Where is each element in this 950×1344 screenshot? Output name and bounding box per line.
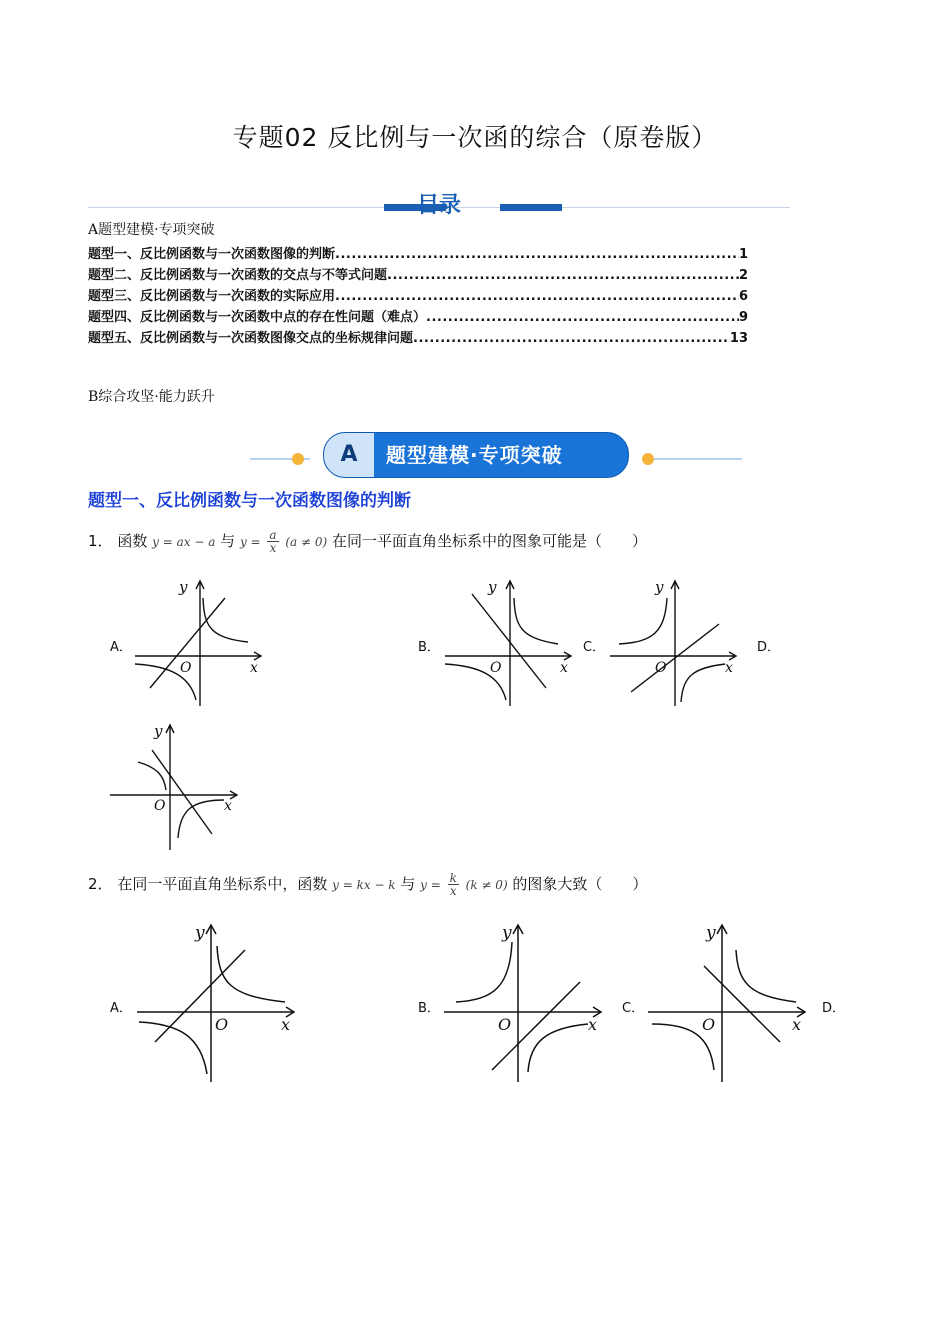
- linear-expression: y = ax − a: [152, 535, 216, 549]
- svg-text:O: O: [655, 660, 667, 676]
- svg-text:y: y: [655, 578, 664, 596]
- svg-text:x: x: [281, 1015, 291, 1034]
- toc-heading: 目录: [416, 193, 461, 218]
- q2-graph-a: [135, 920, 300, 1085]
- svg-text:O: O: [498, 1015, 512, 1034]
- svg-text:O: O: [215, 1015, 229, 1034]
- svg-text:y: y: [488, 578, 497, 596]
- toc-item-label: 题型四、反比例函数与一次函数中点的存在性问题（难点）: [88, 310, 427, 325]
- toc-item-5[interactable]: [88, 327, 748, 346]
- question-number: 1．: [88, 532, 113, 550]
- toc-item-label: 题型二、反比例函数与一次函数的交点与不等式问题: [88, 268, 388, 283]
- q1-graph-c: [605, 576, 745, 708]
- q1-graph-a: [130, 576, 270, 708]
- section-banner: [290, 432, 660, 478]
- q2-option-a-label[interactable]: A．: [110, 1001, 132, 1016]
- svg-text:x: x: [224, 798, 232, 814]
- toc-item-1[interactable]: [88, 243, 748, 262]
- svg-text:x: x: [250, 660, 258, 676]
- q2-option-b-label[interactable]: B．: [418, 1001, 440, 1016]
- toc-item-2[interactable]: [88, 264, 748, 283]
- section-title: 题型一、反比例函数与一次函数图像的判断: [88, 491, 411, 511]
- svg-text:O: O: [702, 1015, 716, 1034]
- toc-item-page: 2: [738, 268, 748, 283]
- toc-item-label: 题型一、反比例函数与一次函数图像的判断: [88, 247, 336, 262]
- toc-item-3[interactable]: [88, 285, 748, 304]
- q1-option-c-label[interactable]: C．: [583, 640, 606, 655]
- svg-text:x: x: [792, 1015, 802, 1034]
- linear-expression: y = kx − k: [332, 878, 396, 892]
- svg-text:y: y: [502, 923, 512, 943]
- svg-text:y: y: [179, 578, 188, 596]
- banner-letter: A: [324, 433, 374, 477]
- q1-graph-d: [108, 720, 248, 852]
- toc-banner: [88, 188, 790, 222]
- q1-option-a-label[interactable]: A．: [110, 640, 132, 655]
- svg-text:O: O: [154, 798, 166, 814]
- question-number: 2．: [88, 875, 113, 893]
- q2-option-c-label[interactable]: C．: [622, 1001, 645, 1016]
- toc-item-page: 13: [729, 331, 748, 346]
- toc-item-page: 1: [738, 247, 748, 262]
- page-title: 专题02 反比例与一次函的综合（原卷版）: [232, 123, 718, 152]
- q2-graph-b: [442, 920, 607, 1085]
- fraction: $\frac{a}{x}$: [269, 528, 277, 555]
- q1-option-b-label[interactable]: B．: [418, 640, 440, 655]
- toc-part-b: B综合攻坚·能力跃升: [88, 389, 215, 405]
- svg-text:y: y: [195, 923, 205, 943]
- svg-text:y: y: [706, 923, 716, 943]
- fraction: $\frac{k}{x}$: [449, 871, 457, 898]
- q1-option-d-label[interactable]: D．: [757, 640, 781, 655]
- toc-item-page: 9: [738, 310, 748, 325]
- svg-text:x: x: [588, 1015, 598, 1034]
- banner-text: 题型建模·专项突破: [386, 443, 563, 467]
- question-1: 1． 函数 y = ax − a 与 y = $\frac{a}{x}$ (a ≠ 0) 在同一平面直角坐标系中的图象可能是（ ）: [88, 528, 647, 555]
- toc-item-label: 题型三、反比例函数与一次函数的实际应用: [88, 289, 336, 304]
- toc-part-a: A题型建模·专项突破: [88, 222, 215, 238]
- svg-text:x: x: [560, 660, 568, 676]
- toc-item-label: 题型五、反比例函数与一次函数图像交点的坐标规律问题: [88, 331, 414, 346]
- svg-text:y: y: [154, 722, 163, 740]
- question-2: 2． 在同一平面直角坐标系中，函数 y = kx − k 与 y = $\frac{k}{x}$ (k ≠ 0) 的图象大致（ ）: [88, 871, 648, 898]
- svg-text:O: O: [180, 660, 192, 676]
- svg-text:x: x: [725, 660, 733, 676]
- q2-option-d-label[interactable]: D．: [822, 1001, 846, 1016]
- q1-graph-b: [440, 576, 580, 708]
- svg-text:O: O: [490, 660, 502, 676]
- q2-graph-c: [646, 920, 811, 1085]
- toc-item-4[interactable]: [88, 306, 748, 325]
- toc-item-page: 6: [738, 289, 748, 304]
